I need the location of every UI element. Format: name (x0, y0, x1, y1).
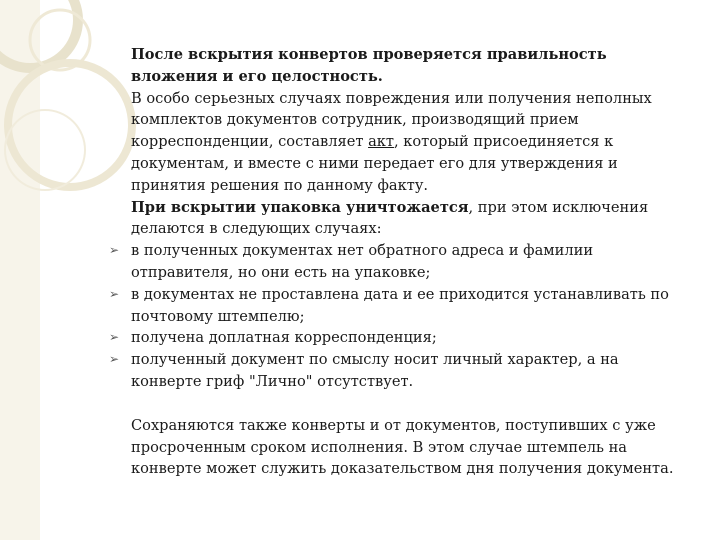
damage-text-after: , который присоединяется к документам, и вместе с ними передает его для утверждения и принятия решения по данному факту. (131, 133, 618, 194)
damage-text-before: В особо серьезных случаях повреждения или получения неполных комплектов документов сотрудник, производящий прием корреспонденции, составляет (131, 89, 652, 151)
list-item (109, 284, 691, 328)
paragraph-envelopes-kept: Сохраняются также конверты и от документов, поступивших с уже просроченным сроком исполнения. В этом случае штемпель на конверте может служить доказательством дня получения документа. (131, 416, 674, 478)
paragraph-package-destroyed (131, 197, 691, 241)
list-item (109, 240, 691, 284)
list-item (109, 327, 691, 349)
list-item-text: в полученных документах нет обратного адреса и фамилии отправителя, но они есть на упаковке; (131, 242, 594, 281)
paragraph-envelope-check: После вскрытия конвертов проверяется правильность вложения и его целостность. (131, 46, 607, 85)
slide-text-body (109, 44, 691, 480)
exceptions-list (109, 240, 691, 393)
decor-circle-top (0, 0, 78, 68)
decor-circle-thin (5, 110, 85, 190)
list-item-text: получена доплатная корреспонденция; (131, 329, 437, 347)
list-item-text: в документах не проставлена дата и ее приходится устанавливать по почтовому штемпелю; (131, 285, 669, 325)
act-underlined-word: акт (368, 133, 394, 151)
list-item-text: полученный документ по смыслу носит личный характер, а на конверте гриф "Лично" отсутствует. (131, 351, 619, 390)
package-text-after: , при этом исключения делаются в следующих случаях: (131, 198, 649, 238)
decor-circle-small (30, 10, 90, 70)
paragraph-damage-act (131, 88, 691, 197)
arrow-bullet-icon: ➢ (109, 330, 120, 345)
left-decor-strip (0, 0, 40, 540)
list-item (109, 349, 691, 393)
arrow-bullet-icon: ➢ (109, 243, 120, 258)
arrow-bullet-icon: ➢ (109, 286, 120, 301)
arrow-bullet-icon: ➢ (109, 352, 120, 367)
package-bold-text: При вскрытии упаковка уничтожается (131, 198, 469, 216)
paragraph-spacer (131, 393, 691, 415)
decor-circle-middle (8, 63, 132, 187)
